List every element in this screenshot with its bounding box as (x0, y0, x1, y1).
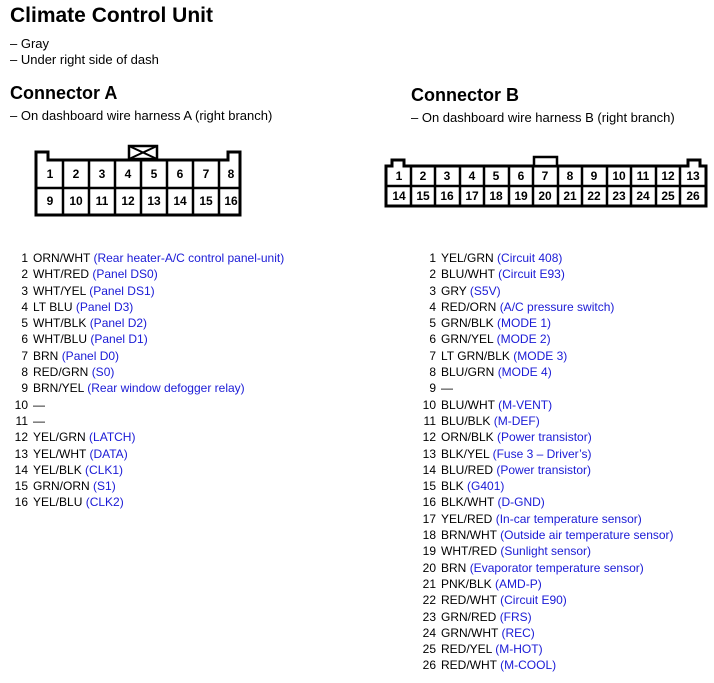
wire-color: BLU/RED (441, 462, 494, 477)
pin-number: 15 (422, 479, 436, 494)
connector-a-pin-label: 2 (72, 167, 80, 181)
pin-row (10, 266, 284, 282)
pin-number: 20 (422, 560, 436, 575)
circuit-description: (M-COOL) (500, 658, 557, 673)
wire-color: GRN/BLK (441, 316, 494, 331)
pin-number: 5 (429, 316, 436, 331)
pin-number: 16 (422, 495, 436, 510)
pin-row (418, 429, 674, 445)
wire-color: — (33, 413, 45, 428)
circuit-description: (Power transistor) (496, 462, 592, 477)
connector-b-heading: Connector B (411, 85, 519, 105)
pin-number: 8 (429, 365, 436, 380)
wire-color: BLU/GRN (441, 365, 495, 380)
pin-number: 9 (429, 381, 436, 396)
pin-row (418, 266, 674, 282)
circuit-description: (Fuse 3 – Driver’s) (492, 446, 592, 461)
wire-color: YEL/WHT (33, 446, 87, 461)
pin-row (418, 283, 674, 299)
pin-row (418, 364, 674, 380)
pin-row (418, 625, 674, 641)
connector-b-pin-label: 3 (443, 169, 451, 183)
wire-color: — (441, 381, 453, 396)
pin-row (10, 446, 284, 462)
circuit-description: (MODE 2) (496, 332, 551, 347)
pin-row (10, 462, 284, 478)
wire-color: LT GRN/BLK (441, 348, 510, 363)
circuit-description: (MODE 3) (513, 348, 568, 363)
pin-row (418, 592, 674, 608)
wire-color: PNK/BLK (441, 576, 492, 591)
wire-color: RED/YEL (441, 642, 492, 657)
wire-color: BRN (441, 560, 467, 575)
pin-row (418, 527, 674, 543)
pin-row (10, 413, 284, 429)
pin-row (418, 494, 674, 510)
pin-number: 6 (429, 332, 436, 347)
connector-b-pin-label: 12 (661, 169, 675, 183)
pin-row (418, 331, 674, 347)
wire-color: RED/GRN (33, 365, 89, 380)
pin-number: 2 (21, 267, 28, 282)
pin-number: 16 (14, 495, 28, 510)
connector-b-pin-label: 22 (587, 189, 601, 203)
circuit-description: (Circuit E93) (498, 267, 565, 282)
pin-number: 1 (429, 251, 436, 265)
circuit-description: (Circuit E90) (500, 593, 567, 608)
connector-a-diagram (20, 140, 260, 220)
connector-a-pin-label: 12 (121, 194, 135, 208)
circuit-description: (FRS) (499, 609, 532, 624)
pin-row (418, 397, 674, 413)
circuit-description: (CLK2) (85, 495, 124, 510)
wire-color: — (33, 397, 45, 412)
pin-row (10, 331, 284, 347)
pin-number: 12 (14, 430, 28, 445)
pin-row (10, 478, 284, 494)
connector-a-pin-label: 13 (147, 194, 161, 208)
pin-row (10, 315, 284, 331)
wire-color: YEL/RED (441, 511, 493, 526)
connector-a-pin-label: 7 (202, 167, 210, 181)
connector-a-pin-label: 8 (227, 167, 235, 181)
pin-row (10, 494, 284, 510)
pin-number: 2 (429, 267, 436, 282)
circuit-description: (Power transistor) (497, 430, 592, 445)
connector-a-pin-label: 6 (176, 167, 184, 181)
pin-number: 3 (429, 283, 436, 298)
connector-a-pin-label: 1 (46, 167, 54, 181)
wire-color: BLU/WHT (441, 267, 495, 282)
pin-row (10, 283, 284, 299)
pin-row (10, 364, 284, 380)
circuit-description: (Rear heater-A/C control panel-unit) (93, 251, 285, 265)
pin-number: 4 (21, 299, 28, 314)
pin-number: 24 (422, 625, 436, 640)
connector-a-heading: Connector A (10, 83, 118, 103)
wire-color: GRY (441, 283, 467, 298)
wire-color: GRN/ORN (33, 479, 90, 494)
connector-b-pin-label: 11 (636, 169, 650, 183)
circuit-description: (Sunlight sensor) (500, 544, 592, 559)
connector-b-pin-label: 14 (392, 189, 406, 203)
connector-b-pin-label: 18 (489, 189, 503, 203)
circuit-description: (Outside air temperature sensor) (500, 528, 674, 543)
pin-number: 9 (21, 381, 28, 396)
connector-a-pin-list (10, 250, 284, 511)
connector-a-pin-label: 11 (95, 194, 109, 208)
pin-number: 12 (422, 430, 436, 445)
circuit-description: (Panel D2) (89, 316, 148, 331)
wire-color: WHT/BLU (33, 332, 87, 347)
pin-row (10, 429, 284, 445)
wire-color: RED/WHT (441, 658, 497, 673)
connector-b-pin-label: 9 (590, 169, 598, 183)
circuit-description: (Panel DS1) (89, 283, 155, 298)
wire-color: YEL/GRN (441, 251, 494, 265)
pin-number: 19 (422, 544, 436, 559)
pin-number: 23 (422, 609, 436, 624)
connector-b-pin-label: 16 (440, 189, 454, 203)
pin-number: 21 (422, 576, 436, 591)
connector-a-pin-label: 14 (173, 194, 187, 208)
pin-row (418, 299, 674, 315)
connector-a-pin-label: 4 (124, 167, 132, 181)
circuit-description: (Panel D1) (90, 332, 148, 347)
wire-color: BLK (441, 479, 464, 494)
connector-b-pin-label: 17 (465, 189, 479, 203)
location-note: – Under right side of dash (10, 52, 159, 67)
pin-row (418, 462, 674, 478)
pin-number: 6 (21, 332, 28, 347)
pin-number: 18 (422, 528, 436, 543)
pin-number: 15 (14, 479, 28, 494)
pin-row (418, 348, 674, 364)
connector-b-pin-label: 4 (468, 169, 476, 183)
circuit-description: (M-DEF) (493, 413, 540, 428)
pin-number: 11 (423, 413, 436, 428)
pin-row (10, 250, 284, 266)
connector-a-pin-label: 5 (150, 167, 158, 181)
connector-b-location: – On dashboard wire harness B (right branch) (411, 110, 675, 125)
pin-number: 11 (15, 413, 28, 428)
pin-row (10, 380, 284, 396)
pin-row (418, 380, 674, 396)
wire-color: LT BLU (33, 299, 73, 314)
wire-color: WHT/BLK (33, 316, 87, 331)
pin-number: 5 (21, 316, 28, 331)
connector-a-pin-label: 3 (98, 167, 106, 181)
circuit-description: (DATA) (89, 446, 128, 461)
pin-number: 4 (429, 299, 436, 314)
connector-b-pin-label: 10 (612, 169, 626, 183)
pin-row (418, 657, 674, 673)
circuit-description: (Evaporator temperature sensor) (469, 560, 644, 575)
circuit-description: (Panel D3) (75, 299, 134, 314)
circuit-description: (MODE 1) (497, 316, 552, 331)
circuit-description: (M-VENT) (498, 397, 553, 412)
connector-a-location: – On dashboard wire harness A (right branch) (10, 108, 273, 123)
connector-b-pin-label: 2 (419, 169, 427, 183)
page-title: Climate Control Unit (10, 4, 213, 27)
connector-b-pin-label: 24 (636, 189, 650, 203)
circuit-description: (REC) (501, 625, 535, 640)
wire-color: RED/ORN (441, 299, 497, 314)
circuit-description: (D-GND) (497, 495, 545, 510)
pin-row (418, 576, 674, 592)
connector-b-pin-label: 25 (661, 189, 675, 203)
pin-number: 8 (21, 365, 28, 380)
circuit-description: (S0) (91, 365, 115, 380)
color-note: – Gray (10, 36, 50, 51)
wire-color: BRN (33, 348, 59, 363)
circuit-description: (A/C pressure switch) (499, 299, 615, 314)
pin-number: 25 (422, 642, 436, 657)
wire-color: GRN/YEL (441, 332, 494, 347)
circuit-description: (S5V) (469, 283, 501, 298)
pin-number: 10 (14, 397, 28, 412)
connector-a-latch (129, 146, 157, 159)
pin-row (418, 560, 674, 576)
wire-color: GRN/WHT (441, 625, 499, 640)
circuit-description: (CLK1) (85, 462, 124, 477)
connector-b-pin-label: 15 (416, 189, 430, 203)
connector-b-pin-label: 20 (538, 189, 552, 203)
pin-row (418, 641, 674, 657)
circuit-description: (Rear window defogger relay) (87, 381, 245, 396)
pin-number: 7 (429, 348, 436, 363)
wire-color: WHT/YEL (33, 283, 86, 298)
pin-number: 1 (21, 251, 28, 265)
connector-b-pin-label: 26 (686, 189, 700, 203)
wire-color: BLU/BLK (441, 413, 491, 428)
connector-b-pin-label: 5 (492, 169, 500, 183)
pin-row (418, 478, 674, 494)
pin-row (418, 511, 674, 527)
wire-color: BRN/YEL (33, 381, 84, 396)
pin-number: 22 (422, 593, 436, 608)
pin-row (10, 348, 284, 364)
pin-number: 14 (422, 462, 436, 477)
connector-b-pin-label: 1 (395, 169, 403, 183)
connector-b-pin-label: 8 (566, 169, 574, 183)
connector-b-diagram (380, 150, 710, 212)
circuit-description: (Circuit 408) (497, 251, 563, 265)
circuit-description: (AMD-P) (495, 576, 542, 591)
connector-b-pin-label: 21 (563, 189, 577, 203)
pin-number: 13 (422, 446, 436, 461)
connector-b-pin-label: 13 (686, 169, 700, 183)
wire-color: YEL/BLK (33, 462, 82, 477)
connector-b-latch (534, 157, 557, 166)
wire-color: WHT/RED (33, 267, 89, 282)
circuit-description: (G401) (467, 479, 505, 494)
wire-color: YEL/BLU (33, 495, 83, 510)
pin-number: 26 (422, 658, 436, 673)
wire-color: WHT/RED (441, 544, 497, 559)
pin-row (10, 397, 284, 413)
pin-number: 3 (21, 283, 28, 298)
circuit-description: (Panel D0) (61, 348, 120, 363)
connector-a-pin-label: 15 (199, 194, 213, 208)
wire-color: ORN/BLK (441, 430, 494, 445)
wire-color: ORN/WHT (33, 251, 91, 265)
circuit-description: (Panel DS0) (92, 267, 158, 282)
circuit-description: (In-car temperature sensor) (495, 511, 642, 526)
connector-b-pin-label: 7 (541, 169, 549, 183)
wire-color: BRN/WHT (441, 528, 497, 543)
pin-row (418, 413, 674, 429)
connector-a-pin-label: 16 (224, 194, 238, 208)
connector-b-pin-list (418, 250, 674, 674)
pin-number: 14 (14, 462, 28, 477)
connector-a-pin-label: 10 (69, 194, 83, 208)
wire-color: BLK/YEL (441, 446, 490, 461)
wire-color: RED/WHT (441, 593, 497, 608)
connector-b-pin-label: 6 (517, 169, 525, 183)
wire-color: GRN/RED (441, 609, 497, 624)
pin-row (418, 609, 674, 625)
pin-row (418, 250, 674, 266)
circuit-description: (M-HOT) (495, 642, 543, 657)
pin-number: 13 (14, 446, 28, 461)
wire-color: BLU/WHT (441, 397, 495, 412)
pin-number: 7 (21, 348, 28, 363)
pin-row (418, 543, 674, 559)
pin-number: 17 (422, 511, 436, 526)
connector-b-pin-label: 23 (612, 189, 626, 203)
wire-color: BLK/WHT (441, 495, 495, 510)
pin-row (418, 315, 674, 331)
circuit-description: (LATCH) (89, 430, 136, 445)
connector-a-pin-label: 9 (46, 194, 54, 208)
pin-number: 10 (422, 397, 436, 412)
pin-row (418, 446, 674, 462)
wire-color: YEL/GRN (33, 430, 86, 445)
circuit-description: (S1) (93, 479, 116, 494)
circuit-description: (MODE 4) (497, 365, 552, 380)
connector-b-pin-label: 19 (514, 189, 528, 203)
pin-row (10, 299, 284, 315)
